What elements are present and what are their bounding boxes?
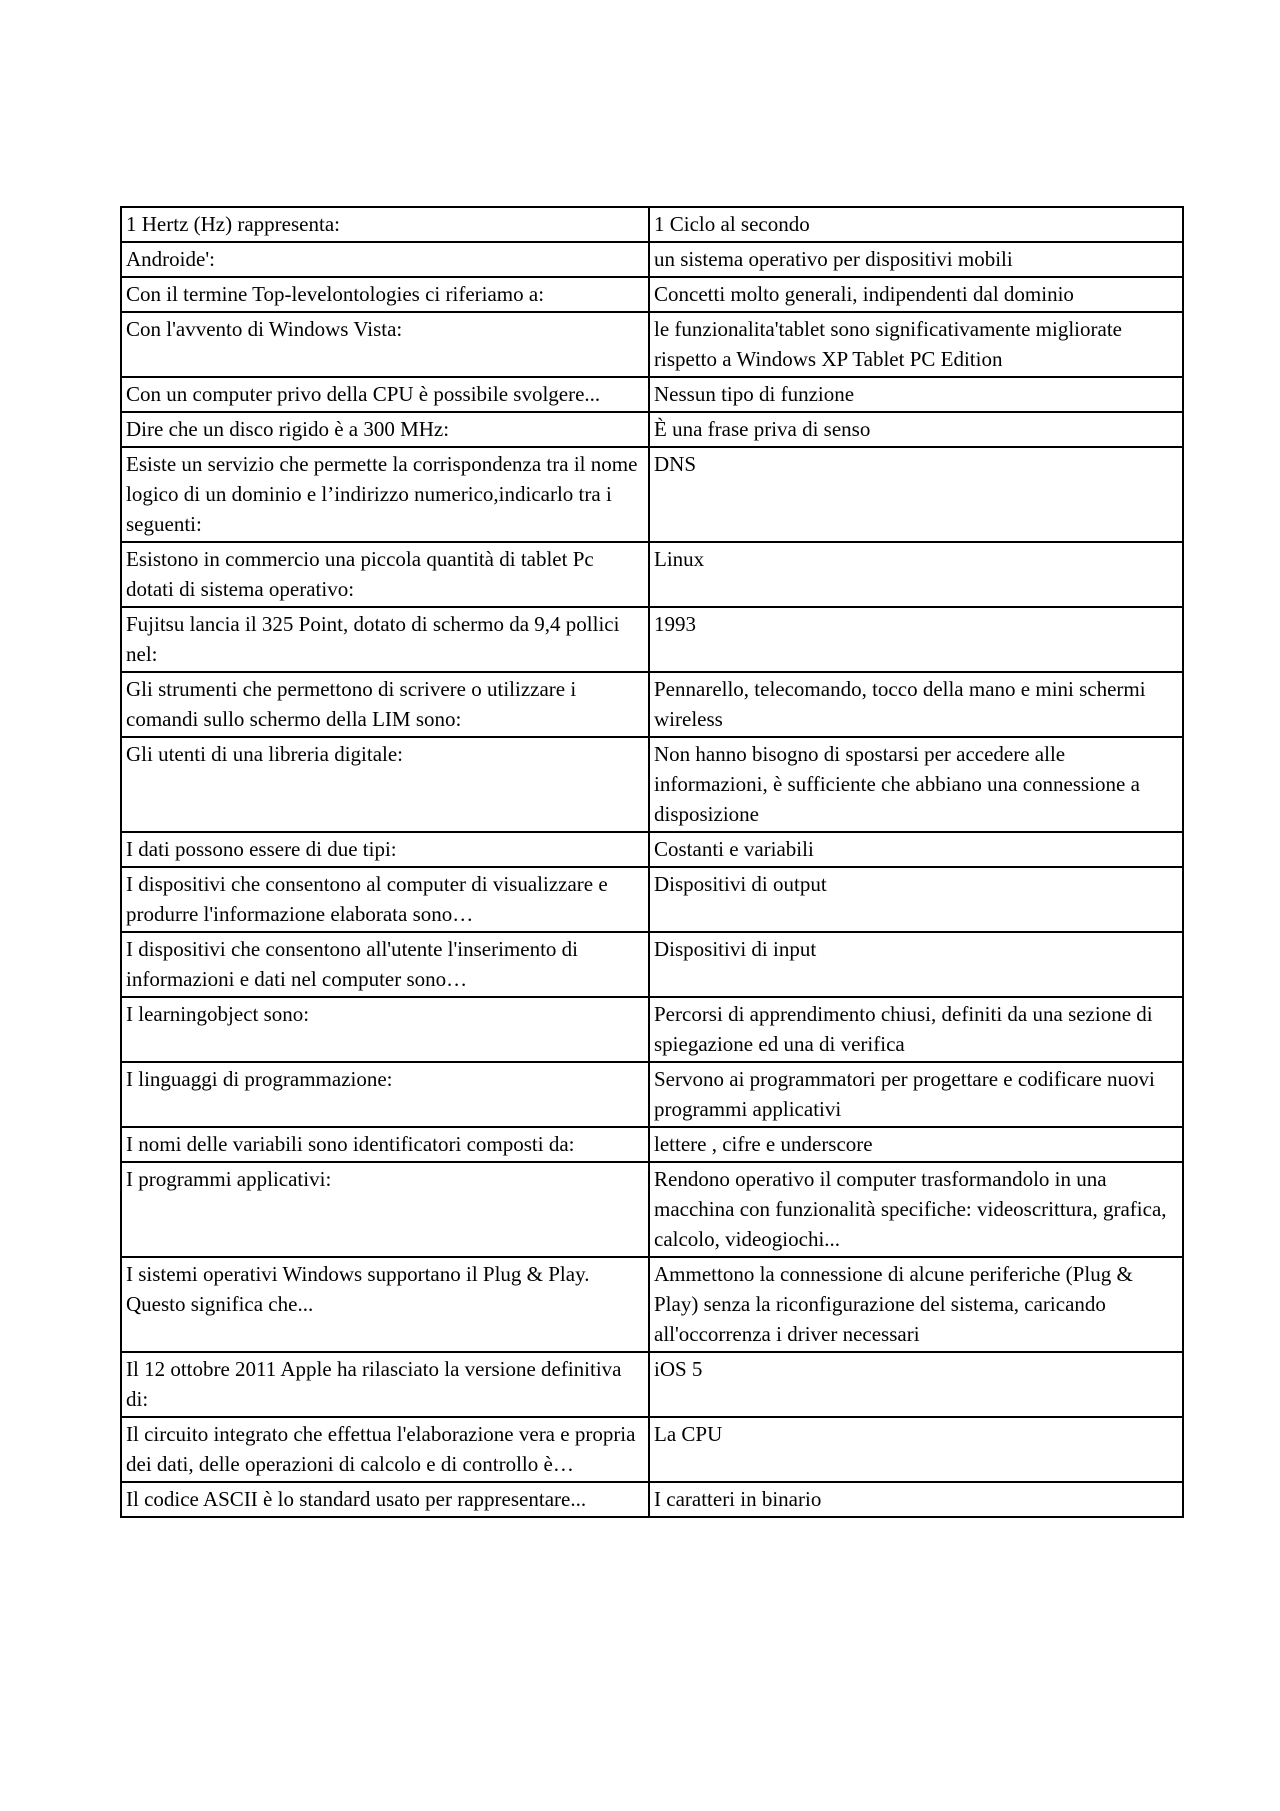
answer-cell: Nessun tipo di funzione [649,377,1183,412]
question-cell: I nomi delle variabili sono identificatori composti da: [121,1127,649,1162]
question-cell: Il codice ASCII è lo standard usato per rappresentare... [121,1482,649,1517]
answer-cell: Dispositivi di output [649,867,1183,932]
table-row [121,997,1183,1062]
table-row [121,1062,1183,1127]
answer-cell: 1993 [649,607,1183,672]
table-row [121,867,1183,932]
answer-cell: Rendono operativo il computer trasformandolo in una macchina con funzionalità specifiche: videoscrittura, grafica, calcolo, videogiochi... [649,1162,1183,1257]
table-row [121,1417,1183,1482]
answer-cell: un sistema operativo per dispositivi mobili [649,242,1183,277]
answer-cell: DNS [649,447,1183,542]
question-cell: I dati possono essere di due tipi: [121,832,649,867]
question-cell: Dire che un disco rigido è a 300 MHz: [121,412,649,447]
table-row [121,607,1183,672]
answer-cell: Linux [649,542,1183,607]
answer-cell: 1 Ciclo al secondo [649,207,1183,242]
answer-cell: Ammettono la connessione di alcune periferiche (Plug & Play) senza la riconfigurazione del sistema, caricando all'occorrenza i driver necessari [649,1257,1183,1352]
table-row [121,832,1183,867]
answer-cell: Concetti molto generali, indipendenti dal dominio [649,277,1183,312]
table-row [121,1162,1183,1257]
answer-cell: lettere , cifre e underscore [649,1127,1183,1162]
table-row [121,377,1183,412]
question-cell: Fujitsu lancia il 325 Point, dotato di schermo da 9,4 pollici nel: [121,607,649,672]
question-cell: Gli utenti di una libreria digitale: [121,737,649,832]
table-row [121,737,1183,832]
answer-cell: le funzionalita'tablet sono significativamente migliorate rispetto a Windows XP Tablet PC Edition [649,312,1183,377]
question-cell: I learningobject sono: [121,997,649,1062]
answer-cell: Servono ai programmatori per progettare e codificare nuovi programmi applicativi [649,1062,1183,1127]
qa-table [120,206,1184,1518]
table-row [121,672,1183,737]
question-cell: I dispositivi che consentono al computer di visualizzare e produrre l'informazione elaborata sono… [121,867,649,932]
table-row [121,1257,1183,1352]
question-cell: Con un computer privo della CPU è possibile svolgere... [121,377,649,412]
table-row [121,277,1183,312]
question-cell: Con l'avvento di Windows Vista: [121,312,649,377]
table-row [121,932,1183,997]
answer-cell: La CPU [649,1417,1183,1482]
table-row [121,1482,1183,1517]
answer-cell: Non hanno bisogno di spostarsi per accedere alle informazioni, è sufficiente che abbiano una connessione a disposizione [649,737,1183,832]
answer-cell: Dispositivi di input [649,932,1183,997]
question-cell: Con il termine Top-levelontologies ci riferiamo a: [121,277,649,312]
table-row [121,242,1183,277]
table-row [121,207,1183,242]
answer-cell: Costanti e variabili [649,832,1183,867]
question-cell: Esiste un servizio che permette la corrispondenza tra il nome logico di un dominio e l’indirizzo numerico,indicarlo tra i seguenti: [121,447,649,542]
question-cell: I linguaggi di programmazione: [121,1062,649,1127]
question-cell: Androide': [121,242,649,277]
question-cell: Il 12 ottobre 2011 Apple ha rilasciato la versione definitiva di: [121,1352,649,1417]
answer-cell: Percorsi di apprendimento chiusi, definiti da una sezione di spiegazione ed una di verifica [649,997,1183,1062]
table-row [121,447,1183,542]
question-cell: I sistemi operativi Windows supportano il Plug & Play. Questo significa che... [121,1257,649,1352]
table-row [121,1352,1183,1417]
question-cell: Gli strumenti che permettono di scrivere o utilizzare i comandi sullo schermo della LIM sono: [121,672,649,737]
table-row [121,412,1183,447]
question-cell: I programmi applicativi: [121,1162,649,1257]
question-cell: 1 Hertz (Hz) rappresenta: [121,207,649,242]
question-cell: I dispositivi che consentono all'utente l'inserimento di informazioni e dati nel computer sono… [121,932,649,997]
answer-cell: È una frase priva di senso [649,412,1183,447]
table-row [121,542,1183,607]
table-row [121,1127,1183,1162]
answer-cell: Pennarello, telecomando, tocco della mano e mini schermi wireless [649,672,1183,737]
answer-cell: I caratteri in binario [649,1482,1183,1517]
table-row [121,312,1183,377]
question-cell: Esistono in commercio una piccola quantità di tablet Pc dotati di sistema operativo: [121,542,649,607]
answer-cell: iOS 5 [649,1352,1183,1417]
question-cell: Il circuito integrato che effettua l'elaborazione vera e propria dei dati, delle operazioni di calcolo e di controllo è… [121,1417,649,1482]
